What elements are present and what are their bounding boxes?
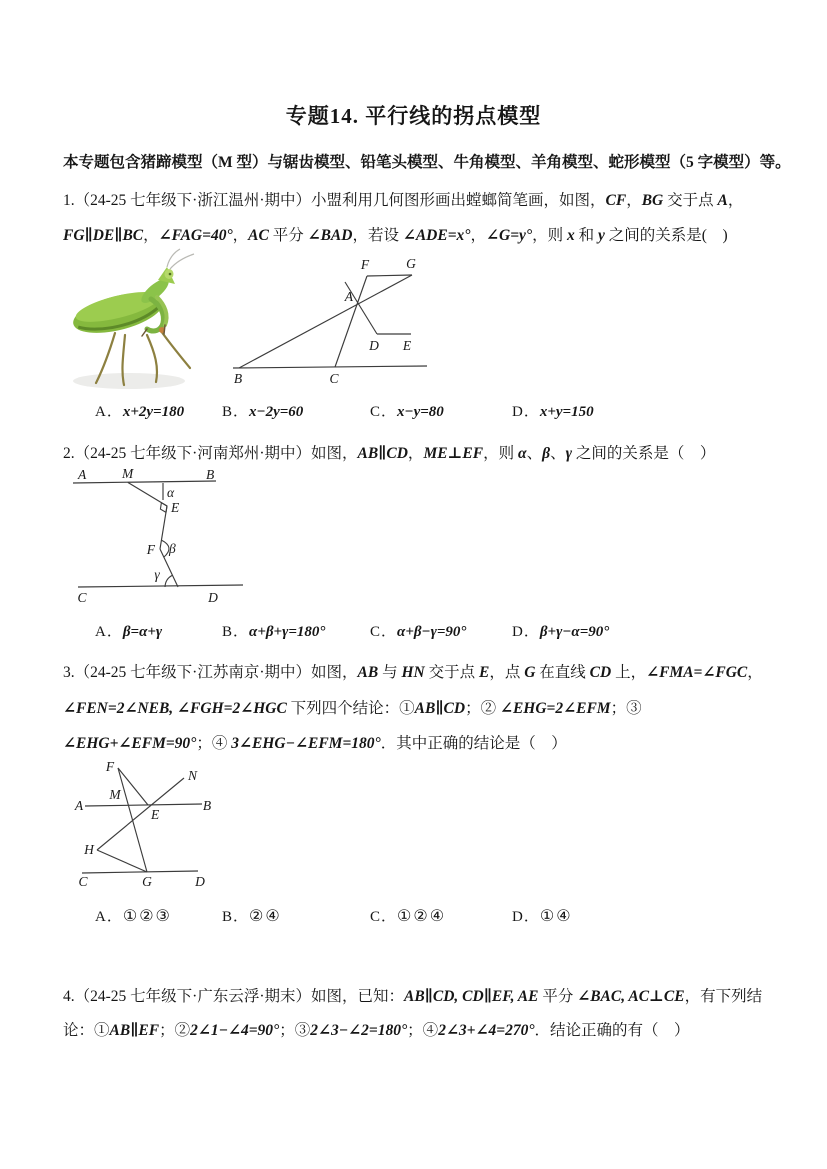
q2-choice-b-label: B．	[222, 624, 250, 640]
q3-choice-b	[222, 907, 282, 927]
fig1-label-A: A	[344, 289, 353, 304]
q2-choice-a	[95, 622, 162, 642]
q3-choice-c-label: C．	[370, 909, 398, 925]
q1-choice-b-text: x−2y=60	[249, 404, 304, 420]
question-3-figure	[70, 756, 215, 900]
q2-choice-d	[512, 622, 609, 642]
q1-choice-c-label: C．	[370, 404, 398, 420]
question-3	[63, 655, 773, 762]
question-1-choices	[0, 402, 827, 424]
fig2-label-E: E	[171, 500, 180, 515]
fig1-line-BC	[233, 366, 427, 368]
question-1-line-1: 1.（24-25 七年级下·浙江温州·期中）小盟利用几何图形画出螳螂简笔画，如图，CF，BG 交于点 A，	[63, 192, 744, 209]
fig2-label-B: B	[206, 467, 215, 482]
q2-choice-a-label: A．	[95, 624, 123, 640]
fig2-label-gamma: γ	[154, 567, 160, 582]
fig3-line-FE	[118, 768, 148, 805]
fig1-line-FG	[367, 275, 412, 276]
q1-choice-c-text: x−y=80	[397, 404, 444, 420]
question-4-line-2: 论：①AB∥EF；②2∠1−∠4=90°；③2∠3−∠2=180°；④2∠3+∠4=270°．结论正确的有（ ）	[63, 1022, 690, 1039]
fig3-label-D: D	[195, 874, 205, 889]
fig1-label-C: C	[329, 371, 339, 386]
fig2-label-alpha: α	[167, 485, 175, 500]
q2-choice-b	[222, 622, 325, 642]
q2-choice-b-text: α+β+γ=180°	[249, 624, 326, 640]
q1-choice-b	[222, 402, 303, 422]
question-4	[63, 980, 773, 1048]
fig3-line-AB	[85, 804, 202, 806]
fig1-label-G: G	[406, 256, 416, 271]
q1-choice-d	[512, 402, 594, 422]
q2-choice-a-text: β=α+γ	[122, 624, 163, 640]
fig2-label-beta: β	[169, 541, 176, 556]
question-4-line-1: 4.（24-25 七年级下·广东云浮·期末）如图，已知：AB∥CD, CD∥EF, AE 平分 ∠BAC, AC⊥CE，有下列结	[63, 988, 763, 1005]
q3-choice-b-text: ②④	[249, 908, 282, 925]
question-2-line-1: 2.（24-25 七年级下·河南郑州·期中）如图，AB∥CD，ME⊥EF，则 α、β、γ 之间的关系是（ ）	[63, 445, 716, 462]
q3-choice-a-text: ①②③	[122, 908, 172, 925]
fig2-label-M: M	[122, 466, 134, 481]
q3-choice-d-label: D．	[512, 909, 540, 925]
question-1-figure	[225, 252, 460, 398]
question-3-choices	[0, 907, 827, 929]
fig2-label-A: A	[78, 467, 87, 482]
q1-choice-a	[95, 402, 184, 422]
question-2-figure	[68, 466, 248, 608]
fig3-line-HG	[97, 850, 147, 872]
fig2-gamma-arc	[165, 575, 172, 587]
fig1-line-BG	[239, 275, 412, 368]
q3-choice-c	[370, 907, 446, 927]
q1-choice-a-text: x+2y=180	[122, 404, 185, 420]
mantis-antennae	[167, 249, 194, 269]
q1-choice-c	[370, 402, 444, 422]
question-2-choices	[0, 622, 827, 644]
question-3-line-2: ∠FEN=2∠NEB, ∠FGH=2∠HGC 下列四个结论：①AB∥CD；② ∠EHG=2∠EFM；③	[63, 699, 642, 717]
q2-choice-c-text: α+β−γ=90°	[397, 624, 467, 640]
fig1-label-F: F	[360, 257, 370, 272]
fig2-label-F: F	[146, 542, 155, 557]
fig3-line-CD	[82, 871, 198, 873]
q3-choice-d-text: ①④	[539, 908, 573, 925]
fig3-label-M: M	[109, 787, 121, 802]
intro-text: 本专题包含猪蹄模型（M 型）与锯齿模型、铅笔头模型、牛角模型、羊角模型、蛇形模型（5 字模型）等。	[63, 154, 791, 171]
fig3-label-G: G	[142, 874, 152, 889]
q2-choice-d-label: D．	[512, 624, 540, 640]
q2-choice-c-label: C．	[370, 624, 398, 640]
q3-choice-b-label: B．	[222, 909, 250, 925]
fig3-label-F: F	[105, 759, 115, 774]
q1-choice-d-label: D．	[512, 404, 540, 420]
q1-choice-b-label: B．	[222, 404, 250, 420]
fig1-label-B: B	[233, 371, 243, 386]
fig1-label-E: E	[402, 338, 412, 353]
question-3-line-3: ∠EHG+∠EFM=90°；④ 3∠EHG−∠EFM=180°．其中正确的结论是（ ）	[63, 735, 567, 752]
q3-choice-a	[95, 907, 172, 927]
fig3-label-A: A	[74, 798, 84, 813]
q1-choice-a-label: A．	[95, 404, 123, 420]
question-3-line-1: 3.（24-25 七年级下·江苏南京·期中）如图，AB 与 HN 交于点 E，点 G 在直线 CD 上，∠FMA=∠FGC，	[63, 664, 763, 681]
q2-choice-d-text: β+γ−α=90°	[539, 624, 610, 640]
fig3-label-B: B	[202, 798, 212, 813]
mantis-shadow	[73, 373, 185, 389]
fig2-line-CD	[78, 585, 243, 587]
fig3-label-N: N	[188, 768, 198, 783]
q1-choice-d-text: x+y=150	[539, 404, 594, 420]
question-1	[63, 183, 773, 253]
fig3-label-E: E	[151, 807, 160, 822]
fig2-label-D: D	[208, 590, 218, 605]
fig2-label-C: C	[77, 590, 87, 605]
q3-choice-d	[512, 907, 573, 927]
fig2-line-AB	[73, 481, 216, 483]
question-1-line-2: FG∥DE∥BC，∠FAG=40°，AC 平分 ∠BAD，若设 ∠ADE=x°，∠G=y°，则 x 和 y 之间的关系是( )	[63, 227, 728, 244]
mantis-photo	[63, 247, 205, 395]
q3-choice-c-text: ①②④	[397, 908, 447, 925]
fig1-label-D: D	[369, 338, 379, 353]
q2-choice-c	[370, 622, 466, 642]
fig3-label-C: C	[78, 874, 88, 889]
q3-choice-a-label: A．	[95, 909, 123, 925]
fig3-label-H: H	[84, 842, 94, 857]
page-title: 专题14. 平行线的拐点模型	[285, 104, 542, 128]
